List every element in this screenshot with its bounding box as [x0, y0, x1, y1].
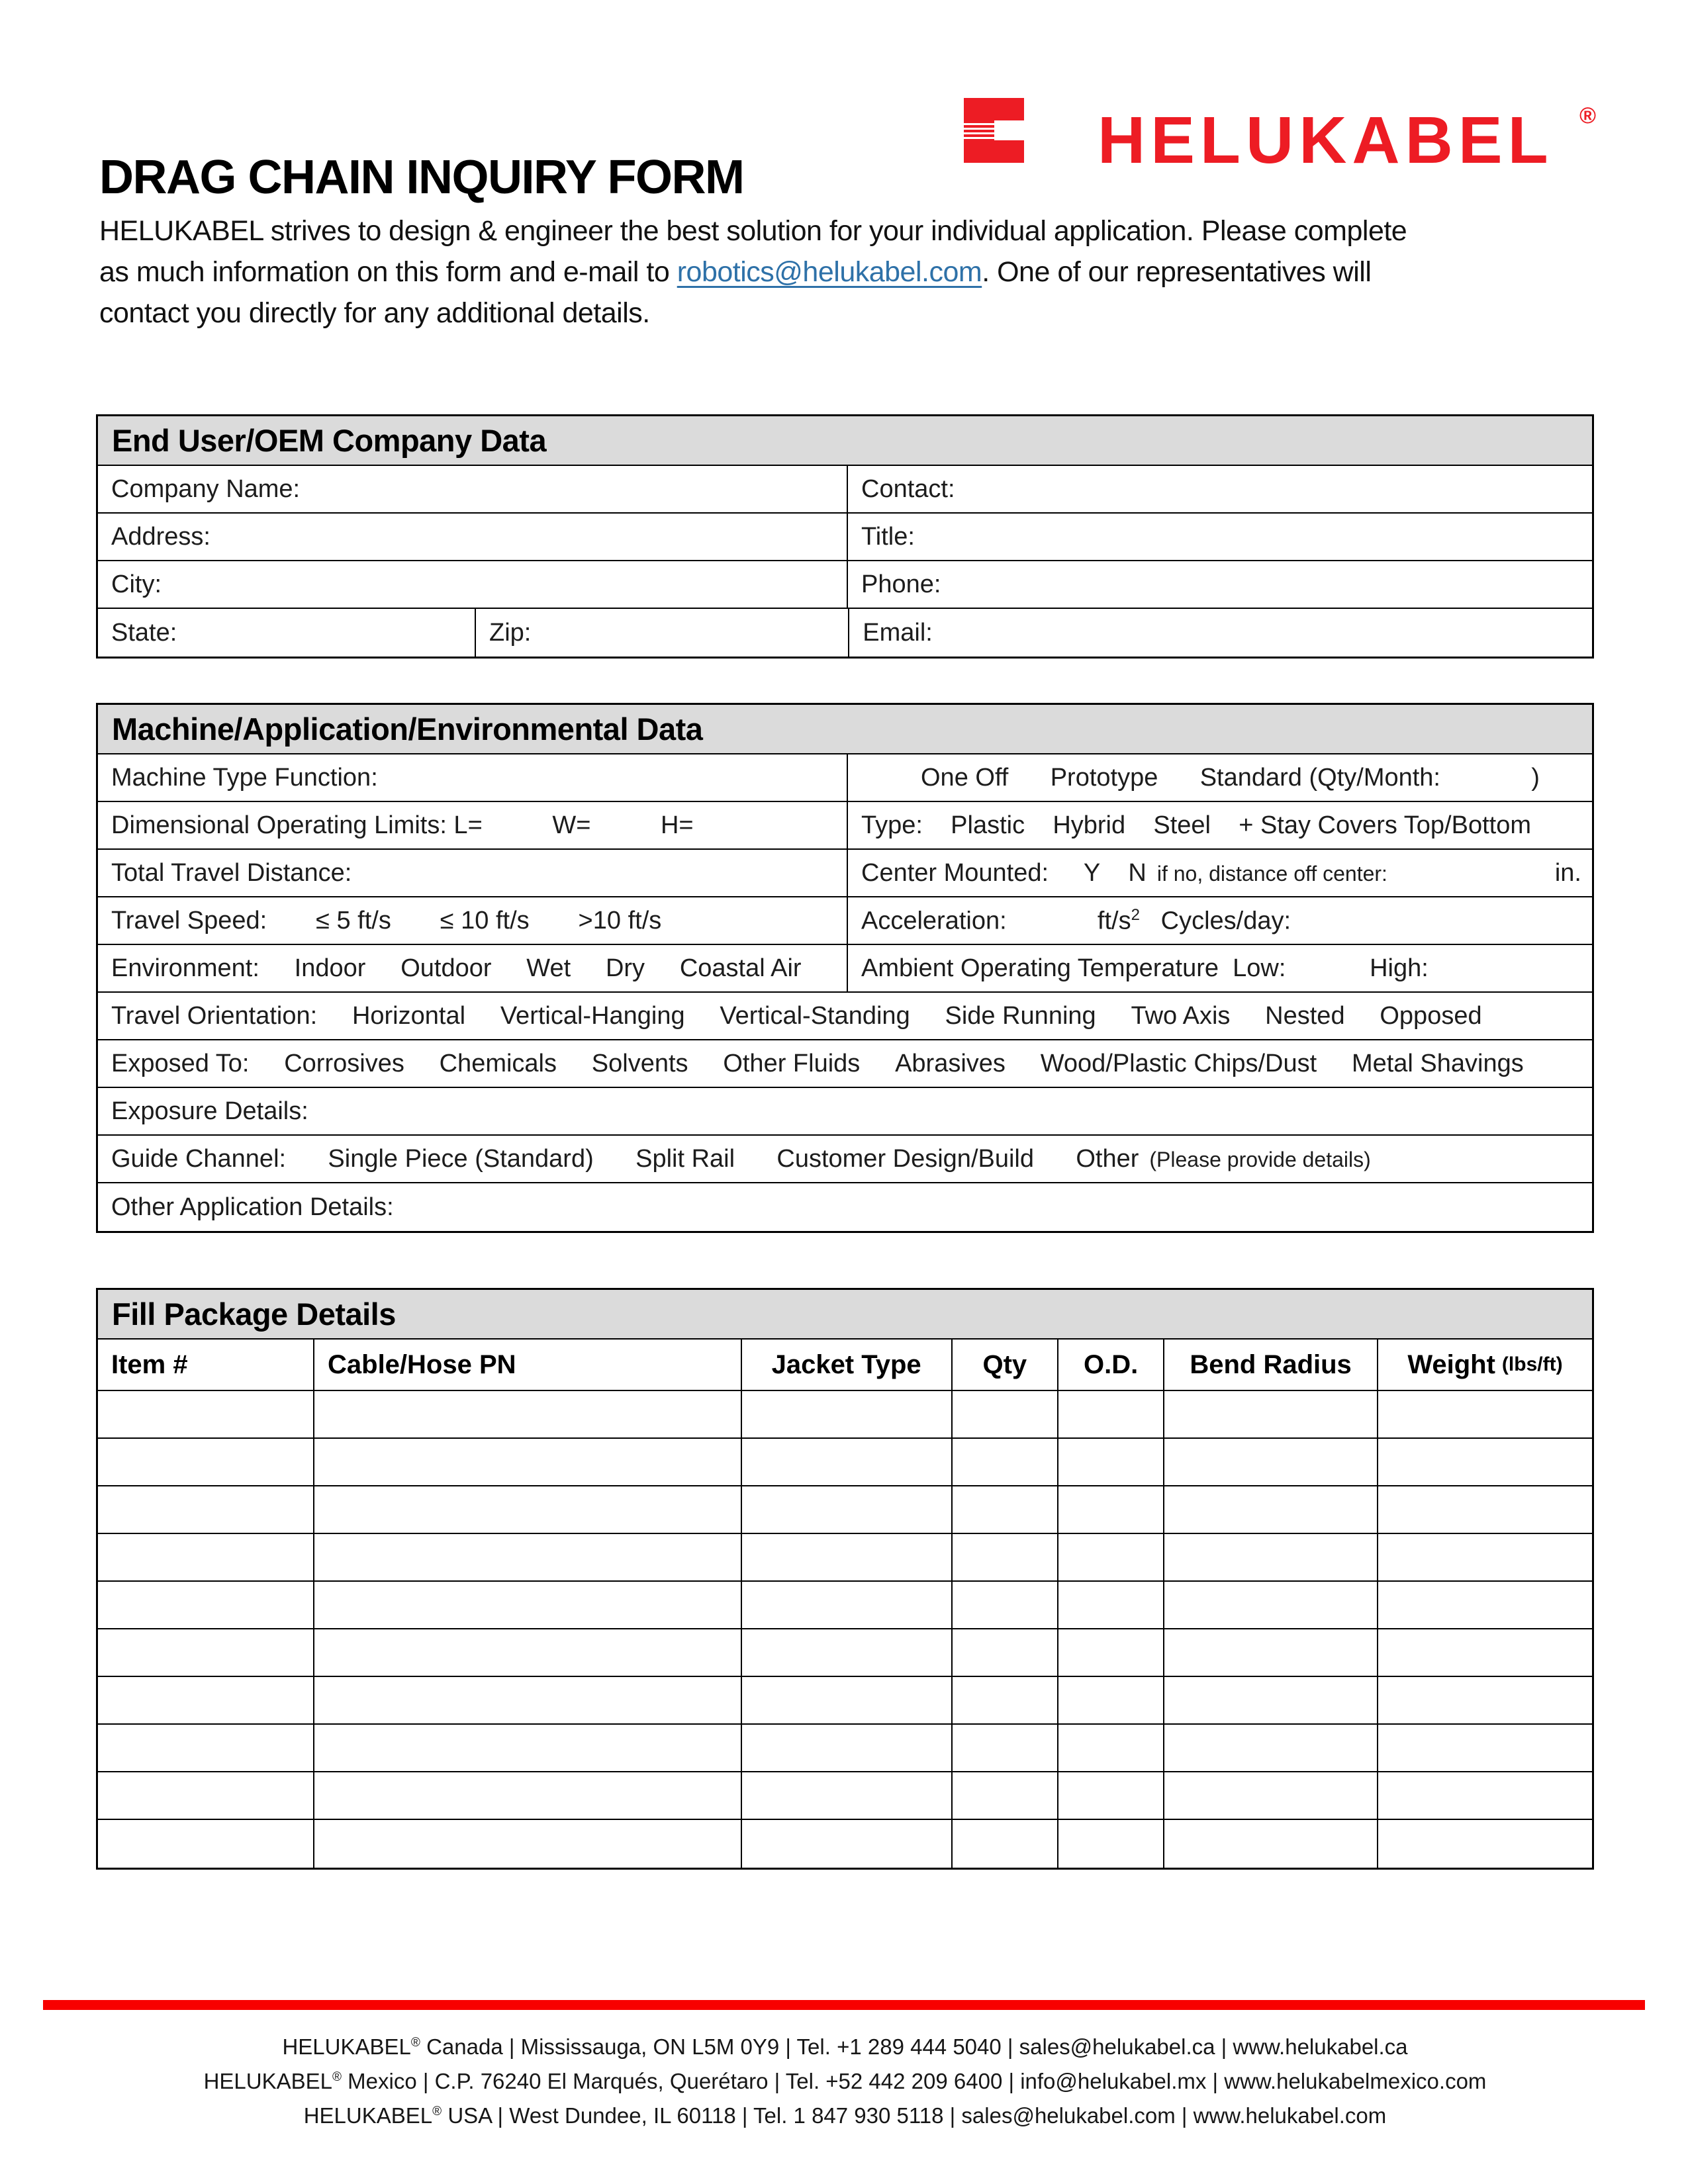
empty-cell	[98, 1629, 313, 1676]
empty-cell	[1057, 1439, 1163, 1485]
table-row	[98, 1040, 1592, 1088]
table-row	[98, 1088, 1592, 1136]
acceleration-cell	[848, 897, 1592, 944]
empty-cell	[951, 1486, 1057, 1533]
table-row	[98, 945, 1592, 993]
inches-unit-label: in.	[1554, 859, 1581, 887]
empty-cell	[951, 1725, 1057, 1771]
city-cell: City:	[98, 561, 848, 608]
empty-cell	[951, 1677, 1057, 1723]
empty-cell	[741, 1772, 951, 1819]
column-header-cable-hose-pn: Cable/Hose PN	[313, 1340, 741, 1390]
fill-row	[98, 1391, 1592, 1439]
empty-cell	[741, 1582, 951, 1628]
column-header-od: O.D.	[1057, 1340, 1163, 1390]
dimensional-limits-cell: Dimensional Operating Limits: L= W= H=	[98, 802, 848, 848]
intro-line-3: contact you directly for any additional details.	[99, 297, 650, 329]
empty-cell	[1057, 1534, 1163, 1580]
table-row	[98, 514, 1592, 561]
company-name-cell: Company Name:	[98, 466, 848, 512]
state-cell: State:	[98, 609, 476, 657]
empty-cell	[1163, 1486, 1377, 1533]
empty-cell	[313, 1820, 741, 1868]
empty-cell	[1163, 1391, 1377, 1437]
empty-cell	[1377, 1391, 1592, 1437]
empty-cell	[98, 1677, 313, 1723]
empty-cell	[951, 1391, 1057, 1437]
fill-row	[98, 1534, 1592, 1582]
empty-cell	[741, 1439, 951, 1485]
footer-line-mexico: HELUKABEL® Mexico | C.P. 76240 El Marqués, Querétaro | Tel. +52 442 209 6400 | info@helukabel.mx | www.helukabelmexico.com	[203, 2069, 1487, 2093]
travel-distance-cell: Total Travel Distance:	[98, 850, 848, 896]
column-header-bend-radius: Bend Radius	[1163, 1340, 1377, 1390]
empty-cell	[313, 1439, 741, 1485]
footer-line-canada: HELUKABEL® Canada | Mississauga, ON L5M 0Y9 | Tel. +1 289 444 5040 | sales@helukabel.ca | www.helukabel.ca	[282, 2034, 1408, 2059]
empty-cell	[98, 1820, 313, 1868]
other-application-details-cell: Other Application Details:	[111, 1193, 394, 1221]
empty-cell	[951, 1820, 1057, 1868]
empty-cell	[741, 1629, 951, 1676]
column-header-qty: Qty	[951, 1340, 1057, 1390]
fill-table-header-row	[98, 1340, 1592, 1391]
machine-table-title: Machine/Application/Environmental Data	[98, 705, 1592, 754]
registered-trademark-icon: ®	[1579, 103, 1597, 128]
empty-cell	[1057, 1820, 1163, 1868]
empty-cell	[1057, 1486, 1163, 1533]
fill-package-table	[96, 1288, 1594, 1870]
empty-cell	[1377, 1629, 1592, 1676]
empty-cell	[951, 1629, 1057, 1676]
table-row	[98, 850, 1592, 897]
company-table-title: End User/OEM Company Data	[98, 416, 1592, 466]
environment-options-cell: Environment: Indoor Outdoor Wet Dry Coastal Air	[98, 945, 848, 991]
zip-cell: Zip:	[476, 609, 849, 657]
center-mounted-cell	[848, 850, 1592, 896]
footer	[96, 2028, 1594, 2131]
empty-cell	[1377, 1677, 1592, 1723]
empty-cell	[741, 1486, 951, 1533]
phone-cell: Phone:	[861, 570, 941, 598]
center-mounted-label: Center Mounted: Y N	[861, 859, 1147, 887]
empty-cell	[313, 1582, 741, 1628]
weight-unit-note: (lbs/ft)	[1501, 1353, 1563, 1375]
exposed-to-cell: Exposed To: Corrosives Chemicals Solvents Other Fluids Abrasives Wood/Plastic Chips/Dust Metal Shavings	[111, 1049, 1524, 1077]
guide-channel-cell	[98, 1136, 1592, 1182]
empty-cell	[1163, 1582, 1377, 1628]
travel-speed-cell: Travel Speed: ≤ 5 ft/s ≤ 10 ft/s >10 ft/s	[98, 897, 848, 944]
fill-row	[98, 1820, 1592, 1868]
empty-cell	[1377, 1772, 1592, 1819]
title-cell: Title:	[861, 522, 915, 551]
empty-cell	[1163, 1677, 1377, 1723]
empty-cell	[1057, 1772, 1163, 1819]
machine-type-options-cell: One Off Prototype Standard (Qty/Month: )	[921, 763, 1540, 792]
fill-row	[98, 1629, 1592, 1677]
empty-cell	[98, 1582, 313, 1628]
off-center-note: if no, distance off center:	[1156, 862, 1387, 886]
exposure-details-cell: Exposure Details:	[111, 1097, 308, 1125]
empty-cell	[98, 1534, 313, 1580]
empty-cell	[1057, 1677, 1163, 1723]
fill-row	[98, 1677, 1592, 1725]
empty-cell	[1377, 1820, 1592, 1868]
contact-cell: Contact:	[861, 475, 955, 503]
column-header-jacket-type: Jacket Type	[741, 1340, 951, 1390]
empty-cell	[741, 1391, 951, 1437]
helukabel-wordmark: HELUKABEL	[1098, 103, 1554, 177]
guide-channel-options: Guide Channel: Single Piece (Standard) Split Rail Customer Design/Build Other	[111, 1145, 1139, 1173]
registered-trademark: ®	[410, 2036, 420, 2050]
table-row	[98, 897, 1592, 945]
acceleration-label: Acceleration: $ft/s^2$ Cycles/day:	[861, 905, 1291, 935]
empty-cell	[1057, 1391, 1163, 1437]
empty-cell	[1377, 1439, 1592, 1485]
table-row	[98, 1183, 1592, 1231]
registered-trademark: ®	[332, 2070, 342, 2084]
empty-cell	[1057, 1725, 1163, 1771]
page-title: DRAG CHAIN INQUIRY FORM	[99, 151, 744, 205]
footer-red-bar	[43, 2000, 1645, 2010]
table-row	[98, 466, 1592, 514]
empty-cell	[1377, 1486, 1592, 1533]
empty-cell	[1057, 1629, 1163, 1676]
table-row	[98, 993, 1592, 1040]
logo-icon-stripes	[964, 120, 994, 140]
empty-cell	[951, 1772, 1057, 1819]
footer-line-usa: HELUKABEL® USA | West Dundee, IL 60118 | Tel. 1 847 930 5118 | sales@helukabel.com | www.helukabel.com	[303, 2103, 1387, 2128]
table-row	[98, 561, 1592, 609]
intro-line-2-post: . One of our representatives will	[982, 256, 1372, 288]
helukabel-logo-icon	[964, 98, 1024, 163]
provide-details-note: (Please provide details)	[1149, 1148, 1371, 1171]
fill-row	[98, 1439, 1592, 1486]
empty-cell	[313, 1486, 741, 1533]
logo-icon-bottom-bar	[964, 140, 1024, 163]
empty-cell	[741, 1725, 951, 1771]
empty-cell	[313, 1629, 741, 1676]
fill-table-title: Fill Package Details	[98, 1290, 1592, 1340]
empty-cell	[98, 1439, 313, 1485]
machine-data-table	[96, 703, 1594, 1233]
intro-line-2	[99, 251, 1622, 293]
column-header-weight: Weight (lbs/ft)	[1377, 1340, 1592, 1390]
squared-superscript: 2	[1131, 905, 1140, 924]
empty-cell	[741, 1820, 951, 1868]
fill-row	[98, 1582, 1592, 1629]
empty-cell	[1377, 1582, 1592, 1628]
empty-cell	[1163, 1439, 1377, 1485]
empty-cell	[741, 1534, 951, 1580]
fill-row	[98, 1725, 1592, 1772]
empty-cell	[313, 1534, 741, 1580]
empty-cell	[951, 1439, 1057, 1485]
empty-cell	[1163, 1629, 1377, 1676]
empty-cell	[1163, 1534, 1377, 1580]
company-data-table	[96, 414, 1594, 659]
empty-cell	[98, 1391, 313, 1437]
table-row	[98, 609, 1592, 657]
empty-cell	[313, 1677, 741, 1723]
registered-trademark: ®	[432, 2105, 442, 2118]
empty-cell	[98, 1486, 313, 1533]
empty-cell	[98, 1725, 313, 1771]
table-row	[98, 754, 1592, 802]
empty-cell	[951, 1582, 1057, 1628]
empty-cell	[1163, 1772, 1377, 1819]
intro-line-1: HELUKABEL strives to design & engineer the best solution for your individual application. Please complete	[99, 215, 1407, 247]
empty-cell	[951, 1534, 1057, 1580]
intro-paragraph	[99, 210, 1622, 334]
logo-icon-top-bar	[964, 98, 1024, 120]
column-header-item: Item #	[111, 1349, 188, 1379]
table-row	[98, 802, 1592, 850]
travel-orientation-cell: Travel Orientation: Horizontal Vertical-Hanging Vertical-Standing Side Running Two Axis Nested Opposed	[111, 1001, 1482, 1030]
empty-cell	[313, 1772, 741, 1819]
fill-row	[98, 1486, 1592, 1534]
address-cell: Address:	[98, 514, 848, 560]
empty-cell	[741, 1677, 951, 1723]
ambient-temperature-cell: Ambient Operating Temperature Low: High:	[861, 954, 1429, 982]
empty-cell	[1377, 1534, 1592, 1580]
email-link[interactable]: robotics@helukabel.com	[677, 256, 982, 288]
empty-cell	[1057, 1582, 1163, 1628]
table-row	[98, 1136, 1592, 1183]
empty-cell	[1377, 1725, 1592, 1771]
empty-cell	[1163, 1820, 1377, 1868]
intro-line-2-pre: as much information on this form and e-mail to	[99, 256, 677, 288]
empty-cell	[98, 1772, 313, 1819]
machine-type-cell: Machine Type Function:	[98, 754, 848, 801]
empty-cell	[1163, 1725, 1377, 1771]
empty-cell	[313, 1391, 741, 1437]
chain-type-options-cell: Type: Plastic Hybrid Steel + Stay Covers Top/Bottom	[861, 811, 1531, 839]
email-cell: Email:	[863, 618, 933, 647]
fill-row	[98, 1772, 1592, 1820]
empty-cell	[313, 1725, 741, 1771]
